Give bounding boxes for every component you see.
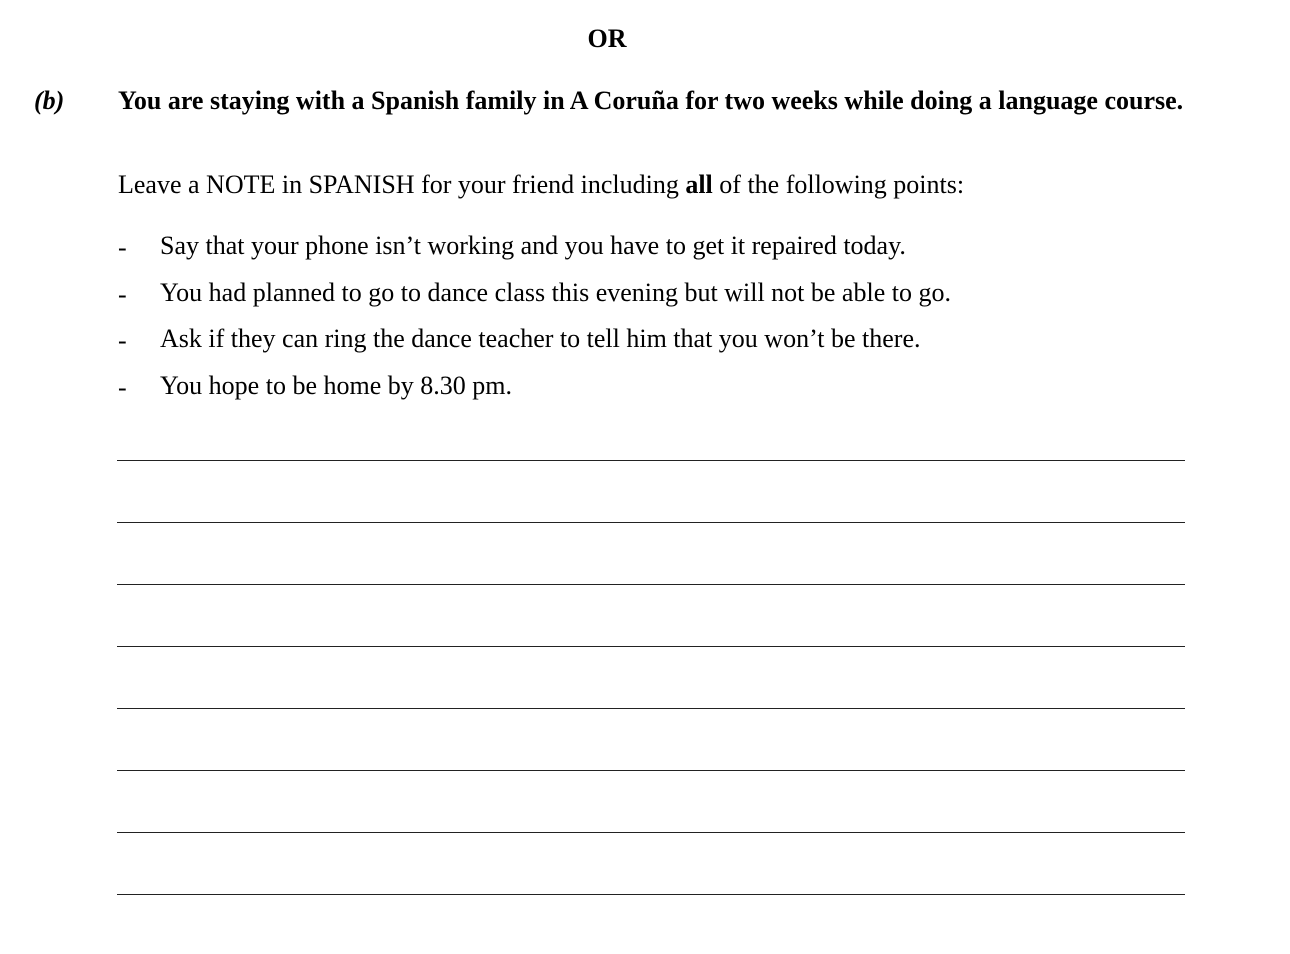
answer-line (117, 708, 1185, 709)
instruction-text-after: of the following points: (712, 170, 965, 199)
answer-line (117, 522, 1185, 523)
point-text: You had planned to go to dance class this evening but will not be able to go. (160, 277, 951, 307)
answer-line (117, 832, 1185, 833)
answer-lines (117, 0, 1185, 954)
answer-line (117, 770, 1185, 771)
instruction-emphasis: all (685, 170, 713, 199)
answer-line (117, 584, 1185, 585)
bullet-dash: - (118, 233, 127, 262)
point-text: You hope to be home by 8.30 pm. (160, 370, 512, 400)
or-heading: OR (587, 24, 627, 53)
instruction-text-before: Leave a NOTE in SPANISH for your friend including (118, 170, 686, 199)
question-label: (b) (34, 86, 65, 115)
bullet-dash: - (118, 372, 127, 402)
bullet-dash: - (118, 279, 127, 309)
point-text: Say that your phone isn’t working and you have to get it repaired today. (160, 231, 906, 260)
question-intro: You are staying with a Spanish family in A Coruña for two weeks while doing a language course. (118, 86, 1184, 115)
point-text: Ask if they can ring the dance teacher to tell him that you won’t be there. (160, 324, 921, 353)
bullet-dash: - (118, 326, 127, 355)
answer-line (117, 460, 1185, 461)
answer-line (117, 894, 1185, 895)
answer-line (117, 646, 1185, 647)
